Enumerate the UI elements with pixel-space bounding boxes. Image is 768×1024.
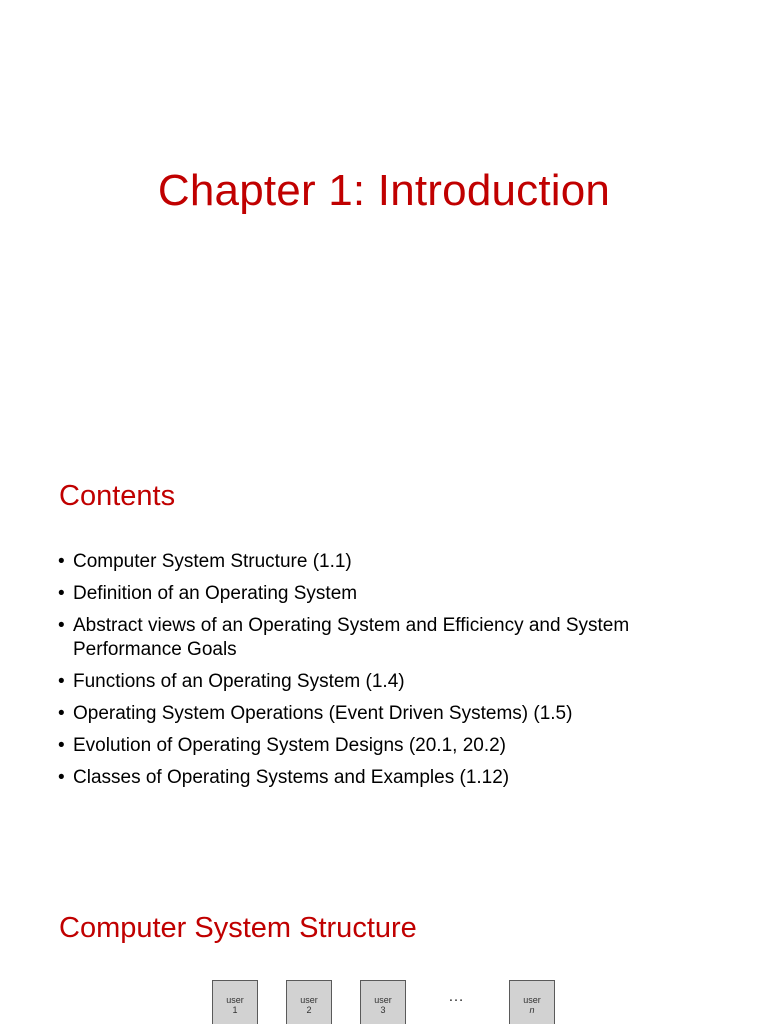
list-item-text: Classes of Operating Systems and Examples (1.12) [73,767,510,788]
user-box-3 [360,980,406,1024]
bullet-icon: • [58,767,65,788]
bullet-icon: • [58,671,65,692]
user-box-n [509,980,555,1024]
user-number: 1 [232,1005,238,1015]
bullet-icon: • [58,583,65,604]
list-item-text: Evolution of Operating System Designs (20.1, 20.2) [73,735,507,756]
user-label: user [226,995,244,1005]
user-box-1 [212,980,258,1024]
list-item [58,550,698,574]
user-number: 2 [306,1005,312,1015]
slide-title [0,0,768,430]
chapter-title: Chapter 1: Introduction [157,166,611,215]
list-item [58,582,698,606]
list-item-text: Abstract views of an Operating System and Efficiency and System Performance Goals [73,615,630,660]
bullet-icon: • [58,551,65,572]
user-label: user [523,995,541,1005]
contents-heading: Contents [59,480,176,512]
user-number: 3 [380,1005,386,1015]
list-item-text: Computer System Structure (1.1) [73,551,352,572]
system-structure-heading: Computer System Structure [59,912,417,944]
user-label: user [374,995,392,1005]
list-item [58,702,698,726]
list-item-text: Definition of an Operating System [73,583,358,604]
bullet-icon: • [58,703,65,724]
list-item [58,670,698,694]
list-item-text: Functions of an Operating System (1.4) [73,671,405,692]
user-label: user [300,995,318,1005]
list-item [58,734,698,758]
user-box-2 [286,980,332,1024]
user-number: n [529,1005,535,1015]
bullet-icon: • [58,615,65,636]
bullet-icon: • [58,735,65,756]
list-item-text: Operating System Operations (Event Driven Systems) (1.5) [73,703,573,724]
contents-list [58,550,698,798]
list-item [58,766,698,790]
list-item [58,614,698,662]
ellipsis-icon: … [448,988,464,1005]
users-diagram [0,980,768,1024]
slide-system-structure [0,860,768,1024]
slide-contents [0,430,768,860]
